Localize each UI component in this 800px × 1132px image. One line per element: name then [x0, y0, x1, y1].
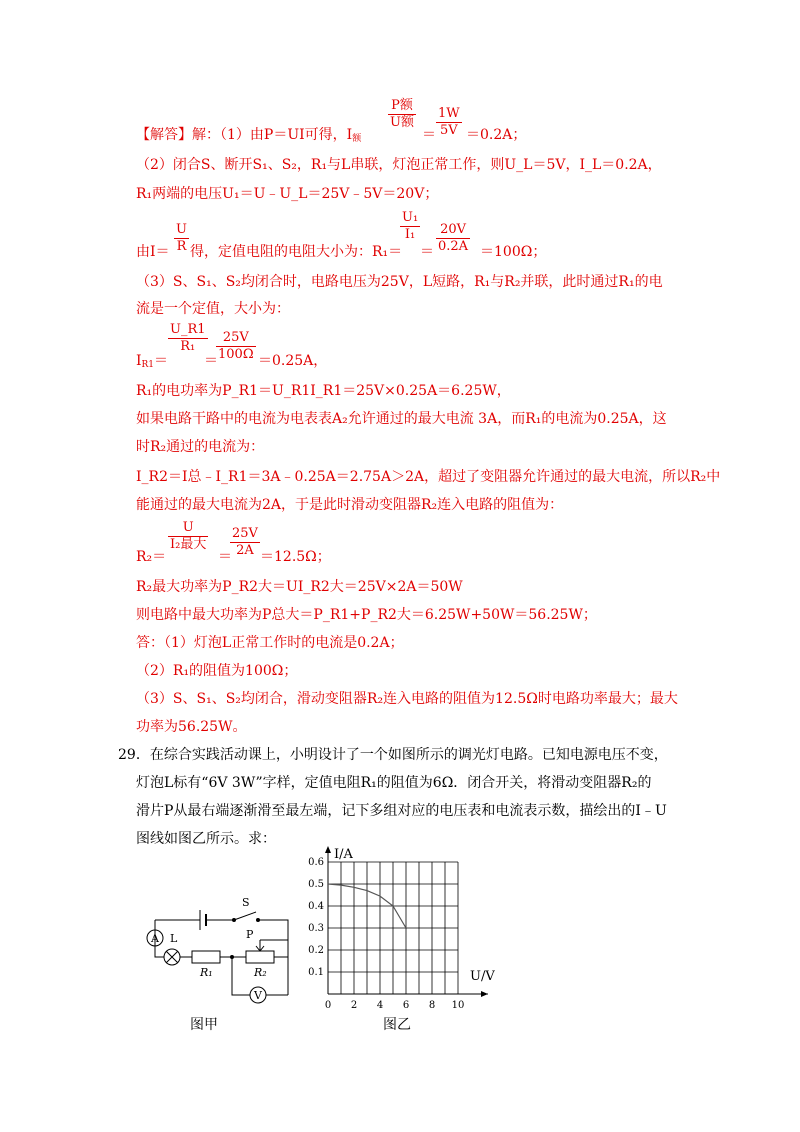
fraction-numerator: 25V: [216, 330, 256, 347]
fraction-numerator: 1W: [438, 106, 460, 121]
fraction-denominator: U额: [390, 115, 414, 130]
fraction-25v-over-100ohm: [216, 330, 256, 363]
fraction-20v-over-02a: [436, 222, 470, 255]
r2-label: R₂: [254, 966, 267, 979]
fraction-p-over-u: [388, 98, 416, 131]
subscript: R1: [141, 360, 155, 370]
answer-line-19: 功率为56.25W。: [136, 719, 247, 735]
answer-line-14: R₂最大功率为P_R2大＝UI_R2大＝25V×2A＝50W: [136, 579, 463, 595]
fraction-numerator: U: [176, 222, 187, 237]
fraction-u-over-i2max: [168, 520, 208, 553]
voltmeter-label: V: [254, 989, 262, 1002]
question-line-1: 29．在综合实践活动课上，小明设计了一个如图所示的调光灯电路。已知电源电压不变，: [118, 747, 668, 763]
fraction-denominator: I₂最大: [170, 537, 207, 552]
answer-line-5: （3）S、S₁、S₂均闭合时，电路电压为25V，L短路，R₁与R₂并联，此时通过R₁的电: [136, 274, 663, 290]
resistor-r2: [246, 951, 274, 963]
answer-line-10: 时R₂通过的电流为：: [136, 439, 265, 455]
answer-line-4-end: ＝100Ω；: [480, 244, 547, 260]
fraction-denominator: I₁: [404, 227, 416, 242]
answer-line-1-end: ＝0.2A；: [466, 127, 527, 143]
fraction-denominator: 100Ω: [218, 347, 254, 362]
answer-line-13-end: ＝12.5Ω；: [260, 549, 331, 565]
fraction-denominator: 5V: [439, 123, 458, 138]
y-tick-label: 0.2: [308, 945, 324, 956]
switch-label: S: [242, 896, 250, 909]
question-line-3: 滑片P从最右端逐渐滑至最左端，记下多组对应的电压表和电流表示数，描绘出的I﹣U: [136, 803, 667, 819]
fraction-numerator: U₁: [402, 210, 419, 225]
equals: ＝: [422, 127, 436, 143]
y-tick-label: 0.3: [308, 923, 324, 934]
circuit-diagram: [140, 890, 300, 1010]
fraction-u1-over-i1: [400, 210, 420, 243]
answer-line-7-end: ＝0.25A，: [258, 353, 328, 369]
answer-text: 解：（1）由P＝UI可得，I: [192, 127, 353, 143]
answer-line-3: R₁两端的电压U₁＝U﹣U_L＝25V﹣5V＝20V；: [136, 186, 439, 202]
equals: ＝: [204, 353, 218, 369]
question-line-4: 图线如图乙所示。求：: [136, 831, 276, 847]
circuit-caption: 图甲: [190, 1017, 218, 1033]
answer-line-7: [136, 352, 168, 374]
x-axis-arrow: [481, 991, 488, 997]
answer-line-4a: 由I＝: [136, 244, 170, 260]
equals: ＝: [420, 244, 434, 260]
subscript: 额: [352, 134, 362, 144]
switch-blade: [234, 912, 256, 920]
y-tick-label: 0.4: [308, 901, 324, 912]
r1-label: R₁: [200, 966, 213, 979]
answer-line-18: （3）S、S₁、S₂均闭合，滑动变阻器R₂连入电路的阻值为12.5Ω时电路功率最大；最大: [136, 691, 678, 707]
y-tick-label: 0.6: [308, 857, 324, 868]
fraction-denominator: 2A: [236, 543, 254, 558]
fraction-denominator: R₁: [180, 339, 196, 354]
answer-line-2: （2）闭合S、断开S₁、S₂，R₁与L串联，灯泡正常工作，则U_L＝5V，I_L＝0.2A，: [136, 157, 662, 173]
fraction-denominator: R: [176, 239, 187, 254]
fraction-ur1-over-r1: [168, 322, 208, 355]
y-axis-arrow: [325, 846, 331, 853]
chart-grid: [325, 846, 488, 997]
x-tick-label: 2: [350, 1000, 358, 1010]
answer-line-6: 流是一个定值，大小为：: [136, 301, 290, 317]
y-axis-label: I/A: [334, 847, 353, 862]
question-line-2: 灯泡L标有“6V 3W”字样，定值电阻R₁的阻值为6Ω．闭合开关，将滑动变阻器R₂的: [136, 775, 652, 791]
answer-line-16: 答：（1）灯泡L正常工作时的电流是0.2A；: [136, 635, 404, 651]
x-axis-label: U/V: [470, 969, 495, 984]
answer-line-1: [136, 126, 361, 148]
lamp-label: L: [170, 932, 178, 945]
x-tick-label: 4: [376, 1000, 384, 1010]
answer-line-13a: R₂＝: [136, 549, 167, 565]
x-tick-label: 6: [402, 1000, 410, 1010]
fraction-numerator: U_R1: [170, 322, 206, 337]
answer-label: 【解答】: [136, 127, 192, 143]
fraction-numerator: 25V: [232, 526, 258, 541]
answer-line-12: 能通过的最大电流为2A，于是此时滑动变阻器R₂连入电路的阻值为：: [136, 497, 564, 513]
ammeter-label: A: [151, 932, 159, 945]
chart-caption: 图乙: [383, 1017, 411, 1033]
slider-label: P: [246, 928, 254, 941]
fraction-denominator: 0.2A: [438, 239, 469, 254]
y-tick-label: 0.5: [308, 879, 324, 890]
x-tick-label: 8: [428, 1000, 436, 1010]
fraction-numerator: P额: [388, 98, 416, 115]
fraction-1w-over-5v: [436, 106, 462, 139]
answer-line-8: R₁的电功率为P_R1＝U_R1I_R1＝25V×0.25A＝6.25W，: [136, 383, 511, 399]
resistor-r1: [192, 951, 220, 963]
x-tick-label: 0: [324, 1000, 332, 1010]
fraction-25v-over-2a: [230, 526, 260, 559]
y-tick-label: 0.1: [308, 967, 324, 978]
answer-line-11: I_R2＝I总﹣I_R1＝3A﹣0.25A＝2.75A＞2A，超过了变阻器允许通过的最大电流，所以R₂中: [136, 469, 721, 485]
current-symbol: I: [136, 353, 142, 369]
fraction-u-over-r: [174, 222, 189, 255]
fraction-numerator: U: [168, 520, 208, 537]
x-tick-label: 10: [451, 1000, 465, 1010]
iu-chart: [300, 842, 500, 1010]
equals: ＝: [218, 549, 232, 565]
answer-line-4b: 得，定值电阻的电阻大小为：R₁＝: [190, 244, 403, 260]
answer-line-15: 则电路中最大功率为P总大＝P_R1+P_R2大＝6.25W+50W＝56.25W；: [136, 607, 597, 623]
fraction-numerator: 20V: [436, 222, 470, 239]
chart-ticks: [308, 857, 464, 1010]
answer-line-9: 如果电路干路中的电流为电表表A₂允许通过的最大电流 3A，而R₁的电流为0.25A，这: [136, 411, 667, 427]
equals: ＝: [154, 353, 169, 369]
answer-line-17: （2）R₁的阻值为100Ω；: [136, 663, 298, 679]
